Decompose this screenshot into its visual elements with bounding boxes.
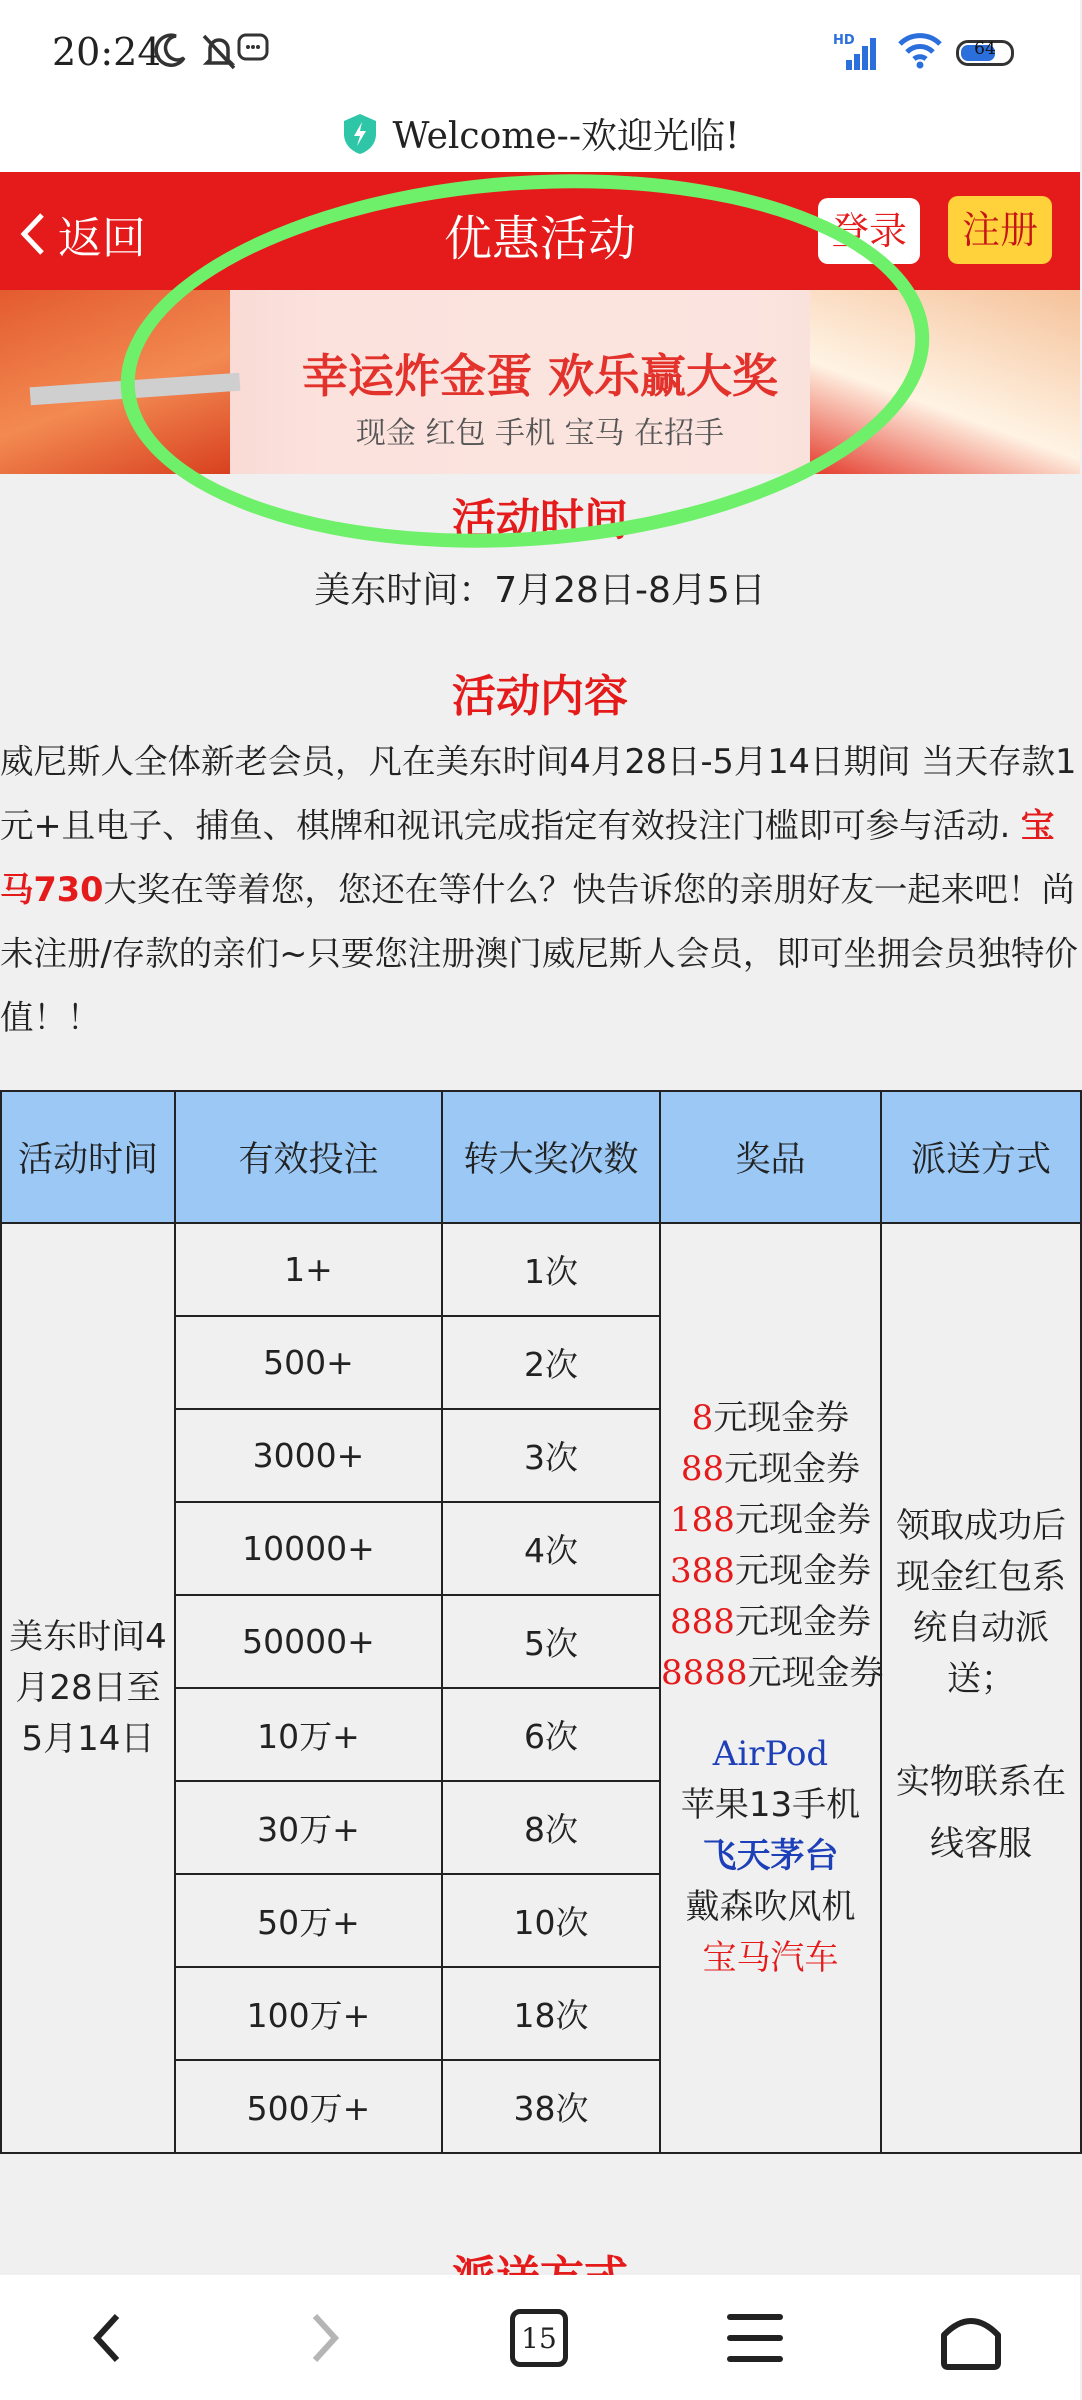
battery-level: 64 bbox=[974, 39, 996, 59]
back-label: 返回 bbox=[58, 213, 146, 264]
page-url: Welcome--欢迎光临! bbox=[392, 116, 740, 157]
nav-back-button[interactable] bbox=[62, 2303, 152, 2373]
description-part1: 威尼斯人全体新老会员，凡在美东时间4月28日-5月14日期间 当天存款1元+且电子、捕鱼、棋牌和视讯完成指定有效投注门槛即可参与活动. bbox=[0, 742, 1077, 845]
activity-description bbox=[0, 730, 1080, 1050]
rewards-table bbox=[0, 1090, 1082, 2154]
voucher-line bbox=[661, 1648, 884, 1699]
bet-cell: 500万+ bbox=[175, 2060, 442, 2153]
bet-cell: 10万+ bbox=[175, 1688, 442, 1781]
header-period: 活动时间 bbox=[1, 1091, 175, 1223]
bell-muted-icon bbox=[198, 30, 240, 72]
header-bet: 有效投注 bbox=[175, 1091, 442, 1223]
bet-cell: 50000+ bbox=[175, 1595, 442, 1688]
spins-cell: 18次 bbox=[442, 1967, 660, 2060]
voucher-amount: 388 bbox=[670, 1550, 735, 1591]
chevron-left-icon bbox=[87, 2308, 127, 2368]
bet-cell: 10000+ bbox=[175, 1502, 442, 1595]
nav-menu-button[interactable] bbox=[710, 2303, 800, 2373]
voucher-line bbox=[661, 1393, 880, 1444]
prize-maotai: 飞天茅台 bbox=[702, 1835, 839, 1876]
bet-cell: 500+ bbox=[175, 1316, 442, 1409]
description-part2: 大奖在等着您，您还在等什么？快告诉您的亲朋好友一起来吧！尚未注册/存款的亲们~只要您注册澳门威尼斯人会员，即可坐拥会员独特价值！！ bbox=[0, 870, 1078, 1037]
description-highlight: 宝马730 bbox=[0, 806, 1055, 909]
spins-cell: 6次 bbox=[442, 1688, 660, 1781]
voucher-label: 元现金券 bbox=[734, 1601, 871, 1642]
login-button[interactable]: 登录 bbox=[818, 198, 920, 264]
tabs-count: 15 bbox=[521, 2321, 557, 2355]
status-time: 20:24 bbox=[52, 30, 162, 74]
nav-forward-button[interactable] bbox=[280, 2303, 370, 2373]
home-icon bbox=[936, 2305, 1006, 2371]
voucher-label: 元现金券 bbox=[724, 1448, 861, 1489]
page-title: 优惠活动 bbox=[443, 211, 636, 267]
voucher-line bbox=[661, 1495, 880, 1546]
battery-icon bbox=[956, 40, 1014, 66]
delivery-section-title bbox=[0, 2248, 1080, 2275]
spins-cell: 2次 bbox=[442, 1316, 660, 1409]
table-row bbox=[1, 1223, 1081, 1316]
spacer bbox=[661, 1699, 880, 1729]
shield-icon bbox=[341, 112, 379, 156]
period-cell bbox=[1, 1223, 175, 2153]
voucher-line bbox=[661, 1597, 880, 1648]
period-text: 美东时间4月28日至5月14日 bbox=[9, 1616, 167, 1759]
promo-banner[interactable] bbox=[0, 290, 1080, 474]
spins-cell: 8次 bbox=[442, 1781, 660, 1874]
voucher-amount: 888 bbox=[670, 1601, 735, 1642]
register-button[interactable]: 注册 bbox=[948, 196, 1052, 264]
header-delivery: 派送方式 bbox=[881, 1091, 1081, 1223]
address-bar[interactable] bbox=[0, 108, 1080, 172]
spacer bbox=[888, 1705, 1074, 1751]
header-prize: 奖品 bbox=[660, 1091, 881, 1223]
prize-airpod: AirPod bbox=[712, 1733, 829, 1774]
spins-cell: 1次 bbox=[442, 1223, 660, 1316]
signal-icon bbox=[832, 30, 878, 72]
spins-cell: 4次 bbox=[442, 1502, 660, 1595]
bet-cell: 50万+ bbox=[175, 1874, 442, 1967]
banner-subline: 现金 红包 手机 宝马 在招手 bbox=[355, 416, 725, 451]
prize-iphone: 苹果13手机 bbox=[680, 1784, 861, 1825]
spins-cell: 10次 bbox=[442, 1874, 660, 1967]
prize-dyson: 戴森吹风机 bbox=[685, 1886, 856, 1927]
voucher-label: 元现金券 bbox=[713, 1397, 850, 1438]
bet-cell: 3000+ bbox=[175, 1409, 442, 1502]
voucher-label: 元现金券 bbox=[734, 1550, 871, 1591]
activity-time-title: 活动时间 bbox=[452, 495, 628, 546]
nav-home-button[interactable] bbox=[926, 2303, 1016, 2373]
table-header-row bbox=[1, 1091, 1081, 1223]
tabs-icon bbox=[510, 2309, 568, 2367]
banner-headline: 幸运炸金蛋 欢乐赢大奖 bbox=[301, 349, 778, 403]
voucher-amount: 8 bbox=[691, 1397, 714, 1438]
moon-icon bbox=[150, 30, 190, 70]
page-header bbox=[0, 172, 1080, 290]
prize-cell bbox=[660, 1223, 884, 2153]
voucher-label: 元现金券 bbox=[747, 1652, 884, 1693]
activity-time-text: 美东时间：7月28日-8月5日 bbox=[314, 570, 766, 611]
voucher-line bbox=[661, 1546, 880, 1597]
header-spins: 转大奖次数 bbox=[442, 1091, 660, 1223]
prize-bmw: 宝马汽车 bbox=[702, 1937, 839, 1978]
voucher-label: 元现金券 bbox=[734, 1499, 871, 1540]
voucher-amount: 188 bbox=[670, 1499, 735, 1540]
status-bar bbox=[0, 0, 1080, 108]
chevron-right-icon bbox=[305, 2308, 345, 2368]
voucher-line bbox=[661, 1444, 880, 1495]
spins-cell: 3次 bbox=[442, 1409, 660, 1502]
bet-cell: 1+ bbox=[175, 1223, 442, 1316]
browser-nav-bar bbox=[0, 2275, 1080, 2400]
voucher-amount: 8888 bbox=[661, 1652, 748, 1693]
spins-cell: 38次 bbox=[442, 2060, 660, 2153]
message-icon bbox=[236, 30, 270, 64]
delivery-cell bbox=[881, 1223, 1081, 2153]
delivery-auto: 领取成功后现金红包系统自动派送； bbox=[896, 1506, 1066, 1699]
spins-cell: 5次 bbox=[442, 1595, 660, 1688]
bet-cell: 30万+ bbox=[175, 1781, 442, 1874]
activity-content-title: 活动内容 bbox=[452, 671, 628, 722]
nav-tabs-button[interactable] bbox=[494, 2303, 584, 2373]
svg-text:HD: HD bbox=[833, 33, 855, 48]
bet-cell: 100万+ bbox=[175, 1967, 442, 2060]
delivery-physical: 实物联系在线客服 bbox=[896, 1762, 1066, 1864]
voucher-amount: 88 bbox=[680, 1448, 725, 1489]
wifi-icon bbox=[896, 30, 944, 70]
menu-icon bbox=[725, 2310, 785, 2366]
